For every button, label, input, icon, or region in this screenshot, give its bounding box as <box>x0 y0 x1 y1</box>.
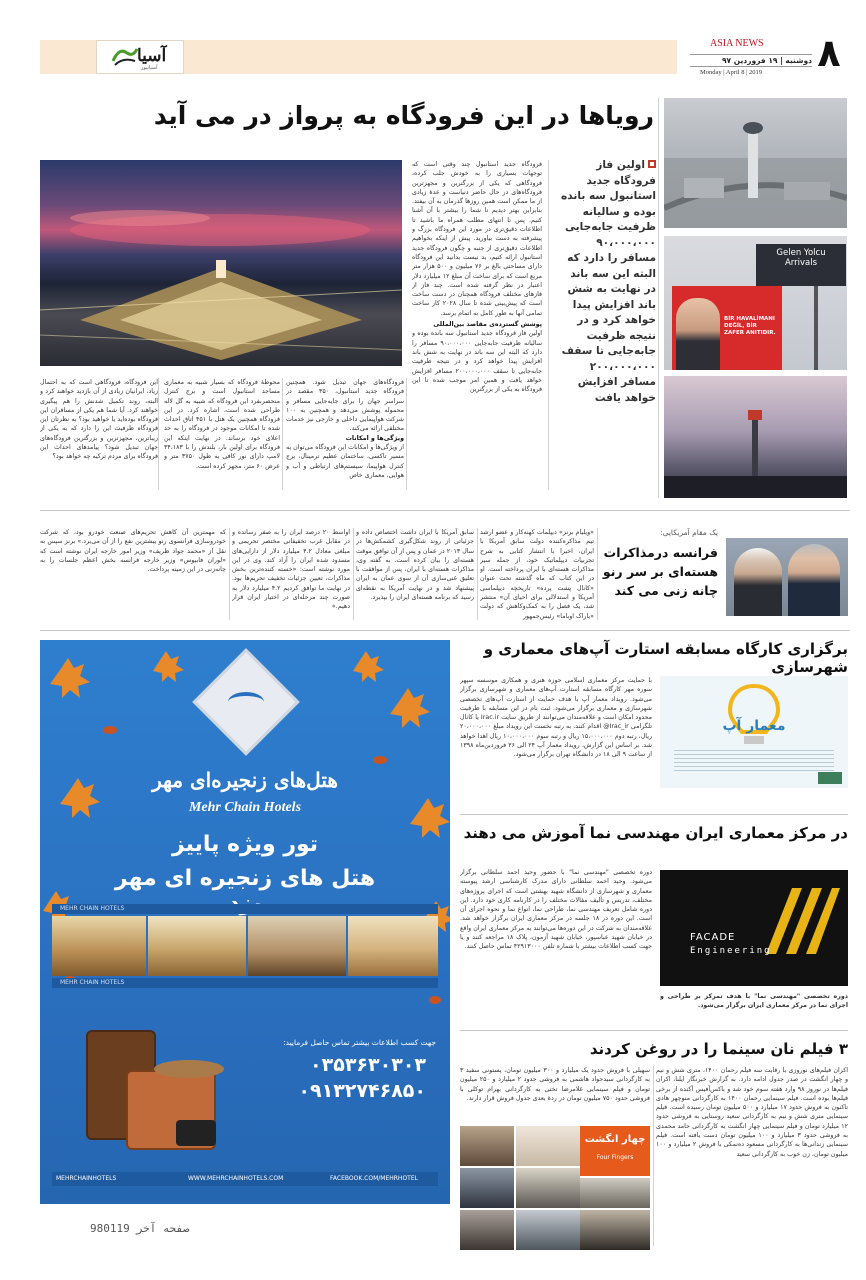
mehr-emblem-inner <box>228 692 264 712</box>
logo-swirl-icon <box>111 45 139 67</box>
film-still-1 <box>460 1126 514 1166</box>
date-en: Monday | April 8 | 2019 <box>700 69 763 76</box>
facade-headline: در مرکز معماری ایران مهندسی نما آموزش می دهند <box>463 824 848 842</box>
ad-contact-title: جهت کسب اطلاعات بیشتر تماس حاصل فرمایید: <box>283 1038 436 1047</box>
lead-col1 <box>412 160 542 490</box>
date-fa: دوشنبه | ۱۹ فروردین ۹۷ <box>690 54 812 67</box>
facade-caption: دوره تخصصی "مهندسی نما" با هدف تمرکز بر طراحی و اجرای نما در مرکز معماری ایران برگزار می‌شود. <box>660 993 848 1010</box>
rule-cinema <box>653 1066 654 1246</box>
airport-night-photo <box>40 160 402 366</box>
four-fingers-poster <box>580 1126 650 1176</box>
ad-tagline1: تور ویژه پاییز <box>171 832 319 857</box>
apps-body: با حمایت مرکز معماری اسلامی حوزه هنری و همکاری موسسه سپهر سوره مهر کارگاه مسابقه استارت آپ‌های معماری و شهرسازی برگزار می‌شود. رویداد معمار آپ با هدف حمایت از استارت آپ‌های تخصصی شهرسازی و معماری برگزار می‌شود. ثبت نام در این مسابقه با ظرفیت محدود امکان است و علاقه‌مندان می‌توانند از طریق سایت Irac.ir یا کانال تلگرامی ‎@Irac_ir‎ اقدام کنند. به رتبه نخست این رویداد مبلغ ۲۰،۰۰۰،۰۰۰ ریال، رتبه دوم ۱۵،۰۰۰،۰۰۰ ریال و رتبه سوم ۱۰،۰۰۰،۰۰۰ ریال اهدا خواهد شد. بر اساس این گزارش، رویداد معمار آپ ۲۴ الی ۲۶ فروردین‌ماه ۱۳۹۸ از ساعت ۹ الی ۱۸ در دانشگاه تهران برگزار می‌شود. <box>460 677 652 759</box>
film-still-7 <box>516 1210 580 1250</box>
lead-col3: محوطهٔ فرودگاه که بسیار شبیه به معماری مساجد استانبول است و برج کنترل منحصربفرد این فرودگاه که شبیه به گل لاله طراحی شده است، اشاره کرد. در این فرودگاه همچنین یک هتل با ۴۵۱ اتاق احداث شده تا امکانات موجود در فرودگاه را به حد اعلای خود برساند. در نهایت اینکه این فرودگاه برای اولین بار، بلندش را با ۳۴،۱۸۳ لامپ دارای نور کافی به طول ۳۷۵۰ متر و عرض ۶۰ متر، مجهز کرده است. <box>164 379 280 470</box>
facade-logo-title: FACADE <box>690 932 736 943</box>
rule-lead-1 <box>158 378 159 490</box>
tower-dusk-photo <box>664 376 847 498</box>
sign-pole <box>814 286 818 370</box>
france-col4: که مهمترین آن کاهش تحریم‌های صنعت خودرو بود، که شرکت خودروسازی فرانسوی رنو بیشترین نفع را از آن می‌برد.» برنز سپس به نقل از «محمد جواد ظریف» وزیر امور خارجه ایران نوشته است که «لوران فابیوس» وزیر خارجه فرانسه بخش اعظم جلسات را به چانه‌زنی در این زمینه پرداخت. <box>40 529 226 574</box>
diplomat-right <box>788 544 840 616</box>
airport-terminal-illustration <box>40 160 402 366</box>
france-col3: اواسط ۲۰ درصد ایران را به صفر رسانده و در مقابل غرب تخفیفاتی مختصر تحریمی و مبلغی معادل ۴.۲ میلیارد دلار از دارایی‌های مسدود شده ایران را آزاد کند. وی در این مورد نوشته است: «خسته کننده‌ترین بخش مذاکرات، تعیین جزئیات تخفیف تحریم‌ها بود. در نهایت ما توافق کردیم ۴.۲ میلیارد دلار به صورت چند مرحله‌ای در اختیار ایران قرار دهیم.» <box>232 529 350 611</box>
france-kicker: یک مقام آمریکایی: <box>660 528 718 537</box>
france-col2: سابق آمریکا با ایران داشت اختصاص داده و جزئیاتی از روند شکل‌گیری کشمکش‌ها در سال ۲۰۱۳ در عمان و پس از آن توافق موقت هسته‌ای را بیان کرده است. به گفته وی، مذاکرات هسته‌ای با ایران، پس از موافقت با تعلیق غنی‌سازی آن از سوی عمان به ایران پیشنهاد شد و در نهایت آمریکا به نقطه‌ای رسید که برنامه هسته‌ای ایران را بپذیرد. <box>356 529 474 602</box>
rule-lead-2 <box>282 378 283 490</box>
film-still-2 <box>516 1126 580 1166</box>
hotel-hall-photo <box>348 916 438 976</box>
ad-footer-1: MEHRCHAINHOTELS <box>56 1175 117 1182</box>
divider-facade-bottom <box>460 1030 848 1031</box>
film-still-5 <box>580 1178 650 1208</box>
tower-aerial-illustration <box>664 98 847 228</box>
poster-sub: Four Fingers <box>596 1154 634 1161</box>
rule-lead-3 <box>406 378 407 490</box>
france-headline: فرانسه درمذاکرات هسته‌ای بر سر رنو چانه زنی می کند <box>602 545 718 598</box>
apps-headline: برگزاری کارگاه مسابقه استارت آپ‌های معماری و شهرسازی <box>483 640 848 676</box>
rule-lead-5 <box>658 98 659 498</box>
facade-logo-sub: Engineering <box>690 946 772 956</box>
rule-france-3 <box>353 528 354 620</box>
sign-line1: Gelen Yolcu <box>776 248 826 258</box>
divider-france-bottom <box>40 630 850 631</box>
luggage-illustration <box>76 1020 236 1160</box>
ad-footer-3: FACEBOOK.COM/MEHRHOTEL <box>330 1175 418 1182</box>
rule-france-4 <box>229 528 230 620</box>
camera <box>176 1120 216 1146</box>
lead-col2 <box>286 378 404 490</box>
ad-strip-top: MEHR CHAIN HOTELS <box>52 904 438 914</box>
page-number: ۸ <box>817 31 841 75</box>
tower-dusk-illustration <box>664 376 847 498</box>
ad-tagline2: هتل های زنجیره ای مهر <box>114 866 376 891</box>
cinema-col1: اکران فیلم‌های نوروزی با رقابت سه فیلم رحمان ۱۴۰۰، متری شش و نیم و چهار انگشت در صدر جدول ادامه دارد. به گزارش خبرنگار ایلنا، اکران فیلم‌ها در نوروز ۹۸ وارد هفته سوم خود شد و باکس‌آفیس آکنده از برخی فیلم‌ها بوده است. فیلم سینمایی رحمان ۱۴۰۰ به کارگردانی منوچهر هادی تاکنون به فروش حدود ۱۷ میلیارد و ۵۰۰ میلیون تومان رسیده است. فیلم سینمایی متری شش و نیم به کارگردانی سعید روستایی به فروشی حدود ۱۲ میلیارد تومان و فیلم سینمایی چهار انگشت به کارگردانی حامد محمدی به فروشی حدود ۳ میلیارد و ۱۰۰ میلیون تومان دست یافته است. فیلم سینمایی زندانی‌ها به کارگردانی مسعود ده‌نمکی با فروش ۲ میلیارد و ۱۰۰ میلیون تومان، زن خوب به کارگردانی سعید <box>656 1067 848 1158</box>
film-still-3 <box>460 1168 514 1208</box>
mehr-hotels-ad <box>40 640 450 1204</box>
film-still-4 <box>516 1168 580 1208</box>
control-tower-aerial-photo <box>664 98 847 228</box>
billboard-text: BİR HAVALİMANI DEĞİL, BİR ZAFER ANITIDIR. <box>724 316 776 336</box>
rule-france-1 <box>597 528 598 620</box>
sign-line2: Arrivals <box>784 258 818 268</box>
ad-phone2: ۰۹۱۳۲۷۴۶۸۵۰ <box>298 1080 426 1102</box>
lead-headline: رویاها در این فرودگاه به پرواز در می آید <box>153 101 654 130</box>
ad-strip-bottom: MEHR CHAIN HOTELS <box>52 978 438 988</box>
pullquote-text: اولین فاز فرودگاه جدید استانبول سه بانده بوده و سالیانه ظرفیت جابه‌جایی ۹۰،۰۰۰،۰۰۰ مسافر را دارد که البته این سه باند در نهایت به شش باند افزایش پیدا خواهد کرد و در نتیجه ظرفیت جابه‌جایی تا سقف ۲۰۰،۰۰۰،۰۰۰ مسافر افزایش خواهد یافت <box>560 159 656 404</box>
lightbulb-icon <box>724 682 784 748</box>
lead-col2-text-b: از ویژگی‌ها و امکانات این فرودگاه می‌توان به مسیر تاکسی، ساختمان عظیم ترمینال، برج کنترل هواپیما، سیستم‌های ارتباطی و آب و هوایی، معماری خاص <box>286 444 404 479</box>
ad-code: صفحه آخر 980119 <box>90 1222 190 1235</box>
lead-col1-text-b: اولین فاز فرودگاه جدید استانبول سه بانده بوده و سالیانه ظرفیت جابه‌جایی ۹۰،۰۰۰،۰۰۰ مسافر را دارد که البته این سه باند در نهایت به شش باند افزایش پیدا خواهد کرد و در نتیجه ظرفیت جابه‌جایی تا سقف ۲۰۰،۰۰۰،۰۰۰ مسافر افزایش خواهد یافت و همین امر موجب شده تا این فرودگاه به یکی از بزرگترین <box>412 330 542 394</box>
ad-footer-2: WWW.MEHRCHAINHOTELS.COM <box>188 1175 284 1182</box>
arrivals-sign <box>756 244 846 286</box>
mehr-brand-en: Mehr Chain Hotels <box>188 800 302 815</box>
lead-col1-subhead: پوشش گسترده‌ی مقاصد بین‌المللی <box>433 321 542 329</box>
france-col1: «ویلیام برنز» دیپلمات کهنه‌کار و عضو ارشد تیم مذاکره‌کننده دولت سابق آمریکا با ایران، اخیرا با انتشار کتابی به شرح تجربیات دیپلماتیک خود، از جمله سیر مذاکرات هسته‌ای با ایران پرداخته است. او در این کتاب که ماه گذشته تحت عنوان «کانال پشت پرده» تاریخچه دیپلماسی آمریکا و استدلالی برای احیای آن» منتشر شد، یک فصل را به کمک‌وکاهش که دولت «باراک اوباما» رئیس‌جمهور <box>480 529 594 620</box>
facade-body: دوره تخصصی "مهندسی نما" با حضور وحید احمد سلطانی برگزار می‌شود. وحید احمد سلطانی دارای مدرک کارشناسی ارشد پیوسته معماری و شهرسازی از دانشگاه شهید بهشتی است که اجرای پروژه‌های مختلف، تدریس و تألیف مقالات مختلف را در کارنامه کاری خود دارد. این دوره شامل تعریف مهندسی نما، طراحی نما، انواع نما و نحوه اجرای آن است. این دوره در ۱۸ جلسه در مرکز معماری ایران برگزار خواهد شد. علاقه‌مندان به شرکت در این دوره‌ها می‌توانند به مرکز معماری ایران واقع در خیابان شهید عباسپور، خیابان شهید آزمون، پلاک ۱۸ مراجعه کنند و یا جهت کسب اطلاعات بیشتر با شماره تلفن ۴۲۹۱۳۰۰۰ تماس حاصل کنند. <box>460 869 652 951</box>
ad-phone1: ۰۳۵۳۶۳۰۳۰۳ <box>310 1054 426 1076</box>
rule-lead-4 <box>548 160 549 490</box>
cinema-col2: سهیلی با فروش حدود یک میلیارد و ۳۰۰ میلیون تومان، پستونی سفید ۳ به کارگردانی سیدجواد هاشمی به فروشی حدود ۲ میلیارد و ۲۵۰ میلیون تومان و فیلم سینمایی غلامرضا تختی به کارگردانی بهرام توکلی با فروشی حدود ۷۵۰ میلیون تومان در ردهٔ بعدی جدول فروش قرار دارند. <box>460 1067 650 1102</box>
logo-small: آسیانیوز <box>141 65 158 71</box>
divider-apps-bottom <box>460 814 848 815</box>
pullquote-bullet-icon <box>648 160 656 168</box>
brand-latin: ASIA NEWS <box>710 38 764 49</box>
billboard-portrait <box>676 298 720 370</box>
hotel-room-photo-1 <box>52 916 146 976</box>
hotel-room-photo-2 <box>248 916 346 976</box>
memarapp-logo-text: معمار آپ <box>722 718 786 734</box>
divider-lead-bottom <box>40 510 850 511</box>
lead-col2-subhead: ویژگی‌ها و امکانات <box>345 434 404 442</box>
lead-col1-text: فرودگاه جدید استانبول چند وقتی است که توجهات بسیاری را به خودش جلب کرده، فرودگاهی که یکی از بزرگترین و مجهزترین فرودگاه‌های در حال حاضر دنیاست و عدهٔ زیادی از ما ممکن است همین روزها گذرمان به آن بیفتد. بنابراین بهتر دیدیم تا شما را بیشتر با آن آشنا کنیم. پس تا انتهای مطلب همراه ما باشید تا اطلاعات دقیق‌تری در مورد این فرودگاه بزرگ و پیشرفته به دست بیاورید. پیش از اینکه بخواهیم اطلاعات دقیق‌تری از جنبه و چگون فرودگاه جدید استانبول ارائه کنیم، بد نیست بدانید این فرودگاه دارای مساحتی بالغ بر ۷۶ میلیون و ۵۰۰ هزار متر مربع است که برای ساخت آن مبلغ ۱۲ میلیارد دلار اعتبار در نظر گرفته شده است. چند فاز از فازهای مختلف فرودگاه همچنان در دست ساخت است که پیش‌بینی شده تا سال ۲۰۲۸ کار ساخت تمامی آنها به طور کامل به اتمام برسد. <box>412 161 542 317</box>
billboard <box>672 286 782 370</box>
memarapp-info-bar <box>674 750 834 772</box>
facade-logo-box <box>660 870 848 986</box>
logo-text: آسیا <box>137 46 167 66</box>
diplomat-left <box>734 548 782 616</box>
film-still-8 <box>580 1210 650 1250</box>
film-still-6 <box>460 1210 514 1250</box>
hat <box>154 1060 224 1078</box>
lead-col4: این فرودگاه، فرودگاهی است که به احتمال زیاد، ایرانیان زیادی از آن بازدید خواهند کرد و البته، روند تکمیل شدنش را هم پیگیری خواهند کرد. آیا شما هم یکی از مسافران این فرودگاه بوده‌اید یا خواهید بود؟ به نظرتان این فرودگاه ظرفیت این را دارد که به یکی از زیباترین، مجهزترین و بزرگترین فرودگاه‌های جهان تبدیل شود؟ پیامدهای احداث این فرودگاه برای مردم ترکیه چه خواهد بود؟ <box>40 379 158 461</box>
memarapp-poster <box>660 676 848 788</box>
hotel-lobby-photo <box>148 916 246 976</box>
cinema-headline: ۳ فیلم نان سینما را در روغن کردند <box>589 1040 848 1058</box>
lead-pullquote <box>560 158 656 408</box>
masthead-logo <box>96 40 184 74</box>
logo-mark <box>111 45 139 67</box>
billboard-photo <box>664 236 847 370</box>
mehr-brand-fa: هتل‌های زنجیره‌ای مهر <box>152 768 338 792</box>
diplomats-photo <box>726 538 848 616</box>
rule-france-2 <box>477 528 478 620</box>
memarapp-corner-logo <box>818 772 842 784</box>
poster-title: چهار انگشت <box>584 1134 646 1145</box>
lead-col2-text: فرودگاه‌های جهان تبدیل شود. همچنین فرودگاه جدید استانبول، ۳۵۰ مقصد در سراسر جهان را برای جابه‌جایی مسافر و محموله پوشش می‌دهد و همچنین به ۱۰۰ شرکت هواپیمایی داخلی و خارجی نیز خدمات مختلفی ارائه می‌کند. <box>286 379 404 433</box>
